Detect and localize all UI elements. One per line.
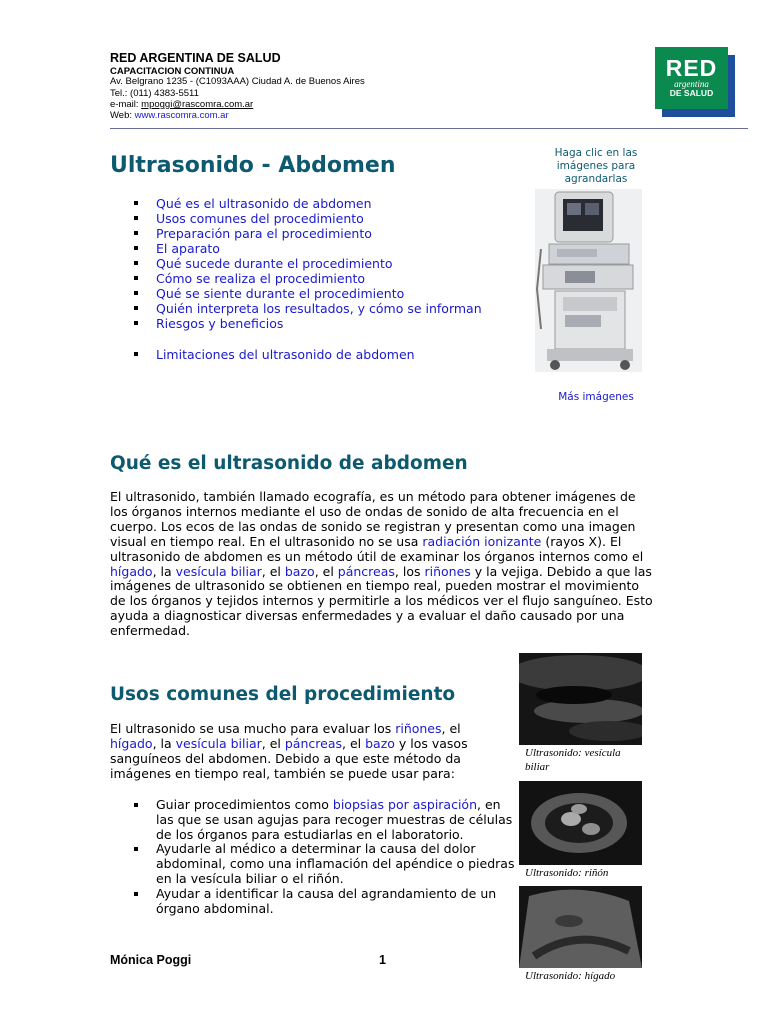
- link-biopsias[interactable]: biopsias por aspiración: [332, 797, 478, 812]
- caption-gallbladder: Ultrasonido: vesícula biliar: [525, 747, 621, 773]
- link-rinones[interactable]: riñones: [395, 721, 442, 736]
- toc-item[interactable]: Quién interpreta los resultados, y cómo se informan: [110, 301, 530, 316]
- uses-list: [110, 798, 515, 916]
- list-item: Guiar procedimientos como biopsias por aspiración, en las que se usan agujas para recoger muestras de células de los órganos para estudiarlas en el laboratorio.: [110, 798, 515, 842]
- organization-web: Web: www.rascomra.com.ar: [110, 110, 229, 121]
- caption-kidney: Ultrasonido: riñón: [525, 867, 609, 879]
- page-title: Ultrasonido - Abdomen: [110, 153, 396, 178]
- ultrasound-liver-image[interactable]: [519, 886, 642, 968]
- more-images-link[interactable]: Más imágenes: [558, 391, 634, 403]
- link-rinones[interactable]: riñones: [424, 563, 471, 579]
- header-divider: [110, 128, 748, 129]
- link-vesicula[interactable]: vesícula biliar: [175, 563, 262, 579]
- organization-email: e-mail: mpoggi@rascomra.com.ar: [110, 99, 254, 110]
- link-bazo[interactable]: bazo: [365, 736, 395, 751]
- toc-item[interactable]: El aparato: [110, 241, 530, 256]
- section-heading-que-es: Qué es el ultrasonido de abdomen: [110, 453, 468, 474]
- toc-item[interactable]: Usos comunes del procedimiento: [110, 211, 530, 226]
- ultrasound-machine-image[interactable]: [535, 189, 642, 372]
- footer-author: Mónica Poggi: [110, 953, 192, 967]
- link-higado[interactable]: hígado: [110, 736, 153, 751]
- organization-phone: Tel.: (011) 4383-5511: [110, 88, 199, 99]
- website-link[interactable]: www.rascomra.com.ar: [134, 110, 229, 121]
- link-vesicula[interactable]: vesícula biliar: [175, 736, 262, 751]
- toc-item[interactable]: Qué sucede durante el procedimiento: [110, 256, 530, 271]
- link-bazo[interactable]: bazo: [284, 563, 315, 579]
- toc-item[interactable]: Preparación para el procedimiento: [110, 226, 530, 241]
- section-paragraph-usos: El ultrasonido se usa mucho para evaluar los riñones, el hígado, la vesícula biliar, el páncreas, el bazo y los vasos sanguíneos del abdomen. Debido a que este método da imágenes en tiempo real, también se puede usar para:: [110, 721, 468, 781]
- organization-address: Av. Belgrano 1235 - (C1093AAA) Ciudad A. de Buenos Aires: [110, 76, 365, 87]
- page-number: 1: [379, 953, 386, 967]
- link-pancreas[interactable]: páncreas: [284, 736, 342, 751]
- link-radiacion[interactable]: radiación ionizante: [422, 533, 542, 549]
- section-heading-usos: Usos comunes del procedimiento: [110, 684, 456, 705]
- image-hint: Haga clic en las imágenes para agrandarlas: [554, 147, 638, 185]
- toc-item[interactable]: Cómo se realiza el procedimiento: [110, 271, 530, 286]
- email-link[interactable]: mpoggi@rascomra.com.ar: [141, 99, 254, 110]
- link-higado[interactable]: hígado: [110, 563, 153, 579]
- toc-item[interactable]: Qué es el ultrasonido de abdomen: [110, 196, 530, 211]
- toc-item[interactable]: Limitaciones del ultrasonido de abdomen: [110, 347, 530, 362]
- section-paragraph-que-es: El ultrasonido, también llamado ecografía, es un método para obtener imágenes de los órganos internos mediante el uso de ondas de sonido de alta frecuencia en el cuerpo. Los ecos de las ondas de sonido se registran y presentan como una imagen visual en tiempo real. En el ultrasonido no se usa radiación ionizante (rayos X). El ultrasonido de abdomen es un método útil de examinar los órganos internos como el hígado, la vesícula biliar, el bazo, el páncreas, los riñones y la vejiga. Debido a que las imágenes de ultrasonido se obtienen en tiempo real, pueden mostrar el movimiento de los órganos y tejidos internos y permitirle a los médicos ver el flujo sanguíneo. Esto ayuda a diagnosticar diversas enfermedades y a evaluar el daño causado por una enfermedad.: [110, 489, 653, 639]
- toc-item[interactable]: Riesgos y beneficios: [110, 316, 530, 331]
- list-item: Ayudarle al médico a determinar la causa del dolor abdominal, como una inflamación del apéndice o piedras en la vesícula biliar o el riñón.: [110, 842, 515, 886]
- link-pancreas[interactable]: páncreas: [337, 563, 395, 579]
- ultrasound-kidney-image[interactable]: [519, 781, 642, 865]
- list-item: Ayudar a identificar la causa del agrandamiento de un órgano abdominal.: [110, 887, 515, 917]
- table-of-contents: [110, 196, 530, 362]
- organization-subtitle: CAPACITACION CONTINUA: [110, 66, 235, 77]
- red-argentina-logo: RED argentina DE SALUD: [655, 47, 735, 117]
- ultrasound-gallbladder-image[interactable]: [519, 653, 642, 745]
- organization-name: RED ARGENTINA DE SALUD: [110, 51, 281, 65]
- caption-liver: Ultrasonido: hígado: [525, 970, 616, 982]
- toc-item[interactable]: Qué se siente durante el procedimiento: [110, 286, 530, 301]
